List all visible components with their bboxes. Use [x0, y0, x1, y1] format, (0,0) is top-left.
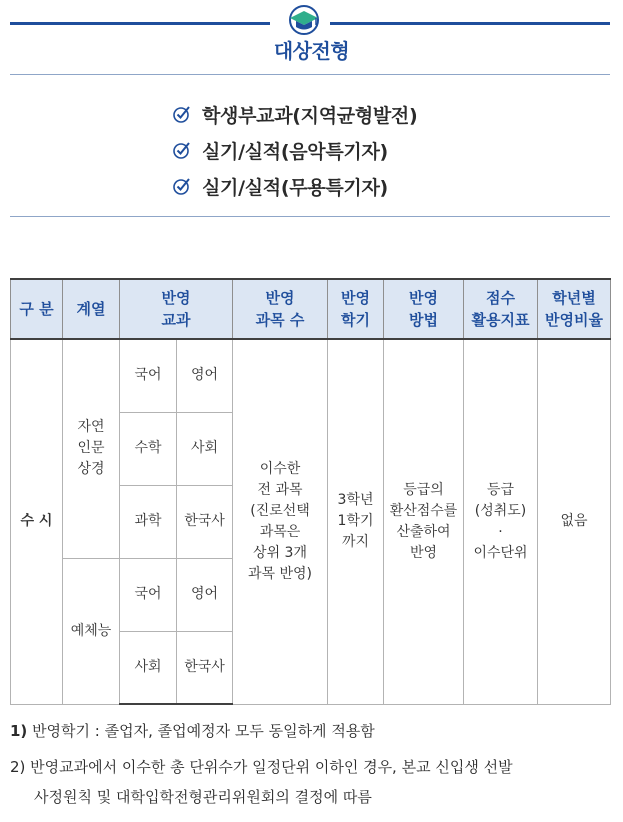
header-method: 반영 방법: [384, 279, 464, 339]
target-list: [172, 96, 417, 204]
header-grade-ratio: 학년별 반영비율: [538, 279, 611, 339]
subject-cell: 영어: [177, 558, 233, 631]
grade-ratio-cell: 없음: [538, 339, 611, 704]
footnote: 2) 반영교과에서 이수한 총 단위수가 일정단위 이하인 경우, 본교 신입생 선발 사정원칙 및 대학입학전형관리위원회의 결정에 따름: [10, 758, 513, 806]
target-label: 실기/실적(무용특기자): [202, 176, 388, 199]
header-line-left: [10, 22, 270, 25]
section-header: [0, 0, 623, 80]
semester-cell: 3학년 1학기 까지: [328, 339, 384, 704]
num-subjects-cell: 이수한 전 과목 (진로선택 과목은 상위 3개 과목 반영): [233, 339, 328, 704]
header-line-right: [330, 22, 610, 25]
footnote: 1) 반영학기 : 졸업자, 졸업예정자 모두 동일하게 적용함: [10, 722, 375, 740]
gyeyeol-cell: 자연 인문 상경: [63, 339, 120, 558]
subject-cell: 한국사: [177, 485, 233, 558]
checkbox-checked-icon: [172, 140, 192, 160]
target-item: [172, 132, 417, 168]
header-subjects: 반영 교과: [120, 279, 233, 339]
checkbox-checked-icon: [172, 176, 192, 196]
method-cell: 등급의 환산점수를 산출하여 반영: [384, 339, 464, 704]
subject-cell: 사회: [177, 412, 233, 485]
graduation-cap-icon: [286, 4, 322, 36]
header-gubun: 구 분: [11, 279, 63, 339]
table-header-row: [11, 279, 611, 339]
footnotes: [10, 716, 615, 812]
header-semester: 반영 학기: [328, 279, 384, 339]
header-gyeyeol: 계열: [63, 279, 120, 339]
header-num-subjects: 반영 과목 수: [233, 279, 328, 339]
target-label: 실기/실적(음악특기자): [202, 140, 388, 163]
target-item: [172, 168, 417, 204]
table-row: [11, 339, 611, 412]
gubun-cell: 수 시: [11, 339, 63, 704]
target-item: [172, 96, 417, 132]
header-score-index: 점수 활용지표: [464, 279, 538, 339]
subject-cell: 과학: [120, 485, 177, 558]
subject-cell: 영어: [177, 339, 233, 412]
divider-bottom: [10, 216, 610, 217]
subject-cell: 한국사: [177, 631, 233, 704]
section-title: 대상전형: [273, 39, 350, 63]
divider-top: [10, 74, 610, 75]
subject-cell: 국어: [120, 558, 177, 631]
subject-cell: 수학: [120, 412, 177, 485]
target-label: 학생부교과(지역균형발전): [202, 104, 418, 127]
gyeyeol-cell: 예체능: [63, 558, 120, 704]
subject-cell: 국어: [120, 339, 177, 412]
checkbox-checked-icon: [172, 104, 192, 124]
score-index-cell: 등급 (성취도) · 이수단위: [464, 339, 538, 704]
subject-cell: 사회: [120, 631, 177, 704]
admission-table: [10, 278, 611, 705]
